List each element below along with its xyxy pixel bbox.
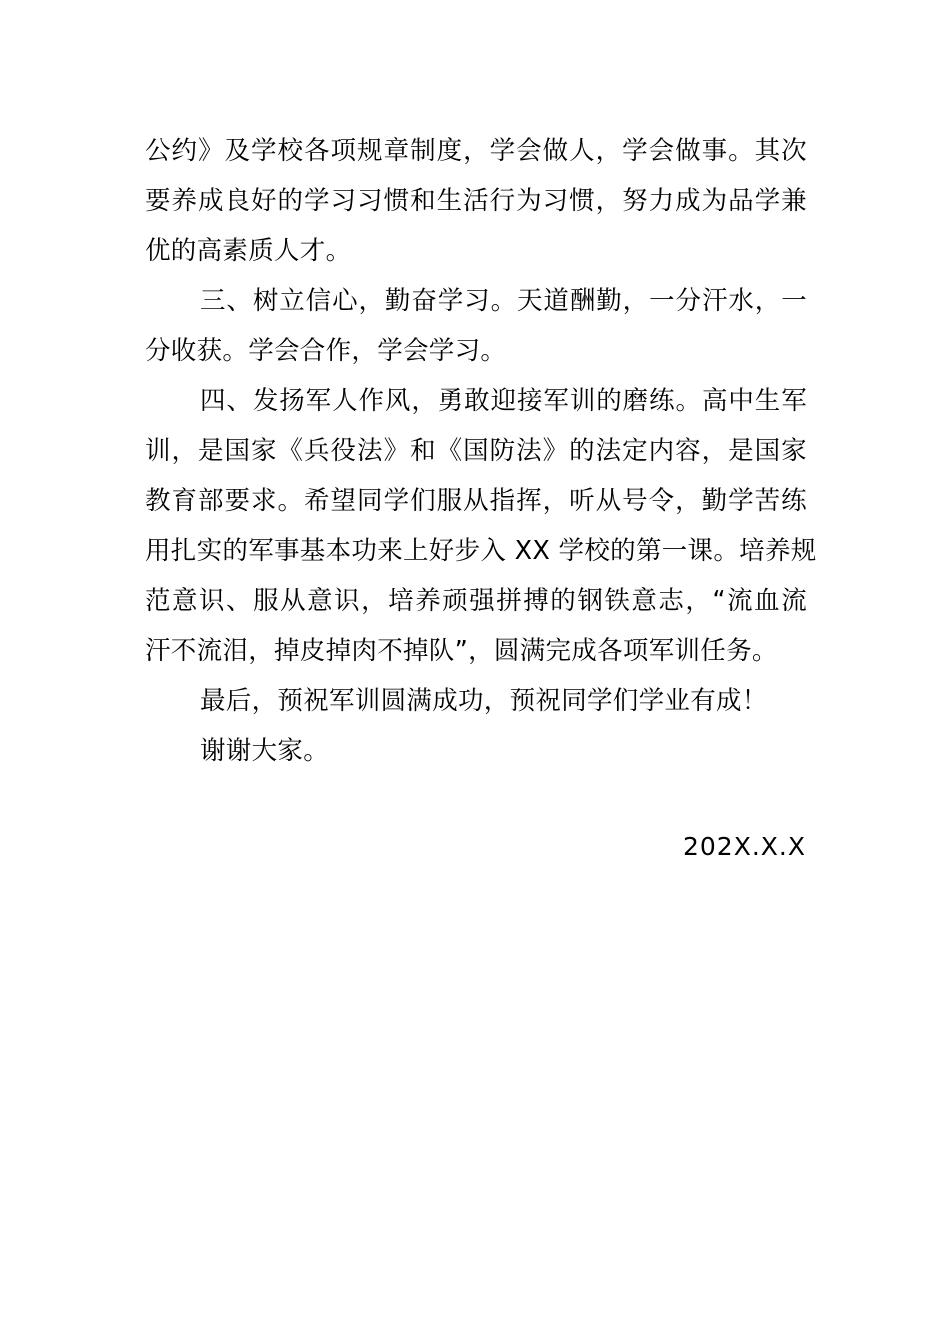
paragraph-line: 三、树立信心，勤奋学习。天道酬勤，一分汗水，一: [200, 286, 807, 316]
paragraph-line: 公约》及学校各项规章制度，学会做人，学会做事。其次: [145, 136, 807, 166]
paragraph-line: 分收获。学会合作，学会学习。: [145, 336, 507, 366]
paragraph-line: 用扎实的军事基本功来上好步入 XX 学校的第一课。培养规: [145, 536, 817, 566]
paragraph-line: 要养成良好的学习习惯和生活行为习惯，努力成为品学兼: [145, 186, 807, 216]
paragraph-line: 范意识、服从意识，培养顽强拼搏的钢铁意志，“流血流: [145, 586, 807, 616]
paragraph-line: 汗不流泪，掉皮掉肉不掉队”，圆满完成各项军训任务。: [145, 636, 778, 666]
paragraph-line: 优的高素质人才。: [145, 236, 352, 266]
paragraph-line: 教育部要求。希望同学们服从指挥，听从号令，勤学苦练: [145, 486, 807, 516]
body-text: [145, 126, 817, 776]
paragraph-line: 四、发扬军人作风，勇敢迎接军训的磨练。高中生军: [200, 386, 807, 416]
closing-line: 最后，预祝军训圆满成功，预祝同学们学业有成！: [200, 686, 768, 716]
thanks-line: 谢谢大家。: [200, 736, 330, 766]
document-date: 202X.X.X: [683, 832, 806, 861]
paragraph-line: 训，是国家《兵役法》和《国防法》的法定内容，是国家: [145, 436, 807, 466]
